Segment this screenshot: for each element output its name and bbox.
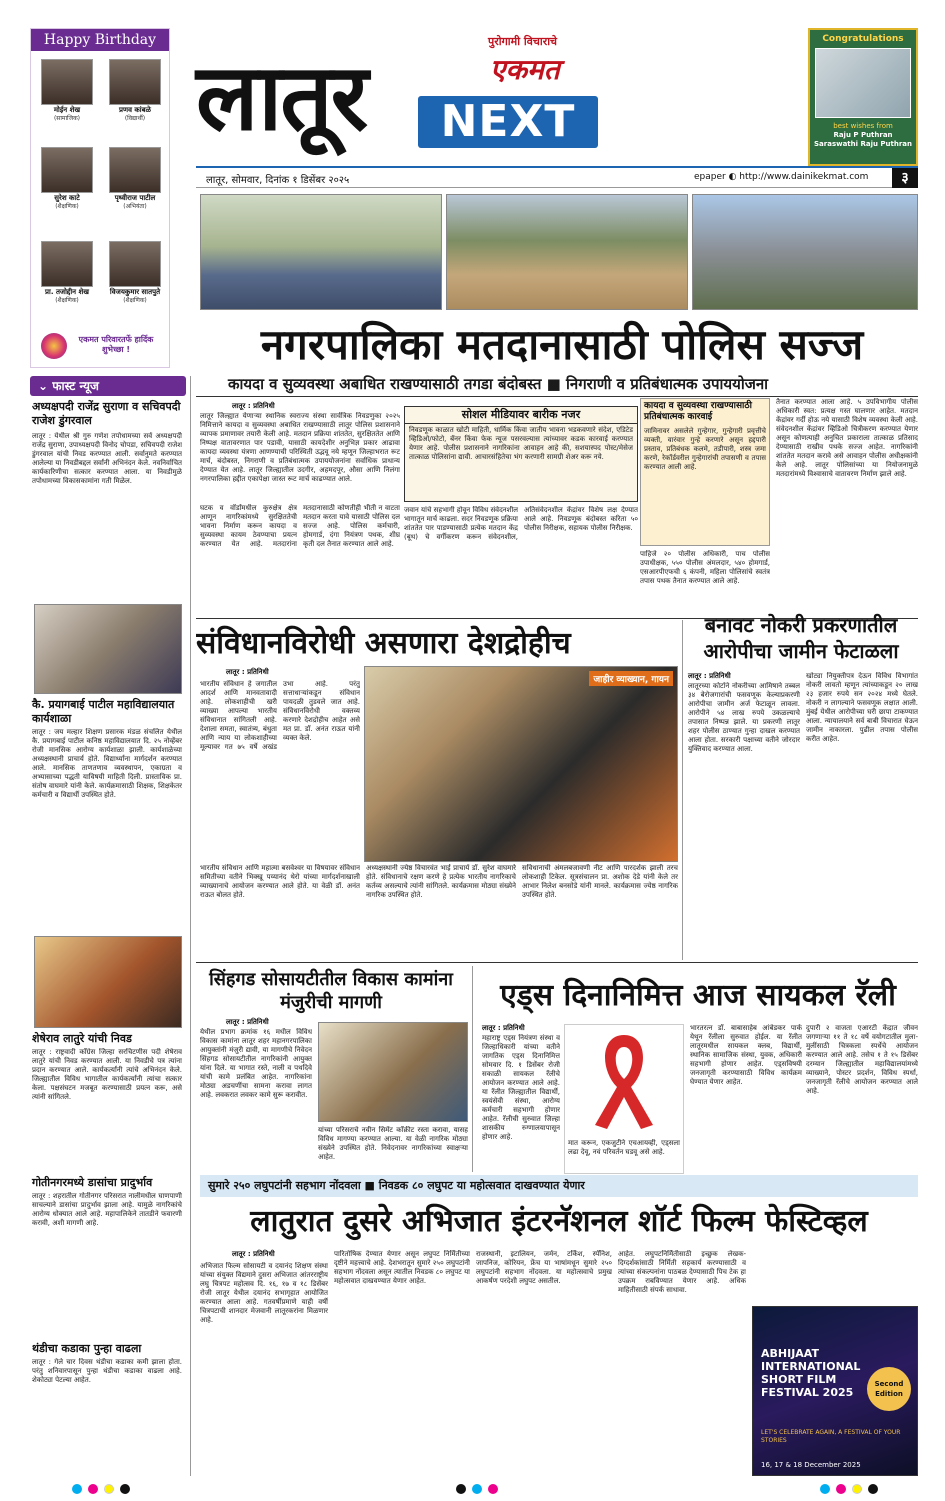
article-text: जवान यांचे सहभागी होवून विविध संवेदनशील भागातून मार्च काढला. सदर निवडणूक प्रक्रिया शांततेत पार पाडण्यासाठी प्रत्येक मतदान केंद्र (बूथ) चे वर्गीकरण करून संवेदनशील, अतिसंवेदनशील केंद्रांवर विशेष लक्ष देण्यात आले आहे. निवडणूक बंदोबस्त करिता ५० पोलीस निरीक्षक, सहायक पोलीस निरीक्षक. [404, 506, 638, 541]
byline: लातूर : प्रतिनिधी [226, 1018, 269, 1026]
fast-news-header [30, 376, 186, 396]
article-text: भारतरत्न डॉ. बाबासाहेब आंबेडकर पार्क येथून रॅलीला सुरुवात होईल. या रॅलीत लातूरमधील सायकल क्लब, विद्यार्थी, स्थानिक सामाजिक संस्था, युवक, अधिकारी सहभागी होणार आहेत. एड्सविषयी जनजागृती करण्यासाठी विविध कार्यक्रम घेण्यात येणार आहेत. [690, 1024, 802, 1086]
epaper-link[interactable]: epaper ◐ http://www.dainikekmat.com [694, 172, 869, 182]
article-text: दुपारी २ वाजता एआरटी केंद्रात जीवन जगणाऱ्या ११ ते १८ वर्षे वयोगटातील मुला-मुलींसाठी चित्रकला स्पर्धेचे आयोजन करण्यात आले आहे. तसेच १ ते १५ डिसेंबर दरम्यान जिल्ह्यातील महाविद्यालयांमध्ये व्याख्याने, पोस्टर प्रदर्शन, विविध स्पर्धा, जनजागृती रॅलीचे आयोजन करण्यात आले आहे. [806, 1024, 918, 1095]
column-rule [190, 376, 191, 1476]
byline: लातूर : प्रतिनिधी [232, 1250, 275, 1258]
film-headline: लातुरात दुसरे अभिजात इंटरनॅशनल शॉर्ट फिल्म फेस्टिव्हल [250, 1204, 868, 1239]
article-text: लातूर जिल्ह्यात येणाऱ्या स्थानिक स्वराज्य संस्था सार्वत्रिक निवडणुका २०२५ निमित्ताने कायदा व सुव्यवस्था अबाधित राखण्यासाठी लातूर पोलिस प्रशासनाने व्यापक प्रमाणावर तयारी केली आहे. मतदान प्रक्रिया शांततेत, सुरक्षिततेत आणि निष्पक्ष वातावरणात पार पडावी, यासाठी कायदेशीर अनुभिज्ञ प्रकार आढावा कायदा व्यवस्था यंत्रणा आणण्याची परिस्थिती उद्भवू नये म्हणून जिल्हाभरात रूट मार्च, बंदोबस्त, निगराणी व प्रतिबंधात्मक उपाययोजनांना सर्वाधिक प्राधान्य देण्यात येत आहे. लातूर जिल्ह्यातील उदगीर, अहमदपूर, औसा आणि निलंगा नगरपालिका हद्दीत एकापेक्षा जास्त रूट मार्च काढण्यात आले. [200, 412, 400, 483]
congrats-name: Raju P Puthran [833, 131, 893, 139]
article-text: घटक व वॉर्डांमधील कुरुक्षेत्र क्षेत्र आणून नागरिकांमध्ये सुरक्षिततेची भावना निर्माण करून कायदा व सुव्यवस्था कायम ठेवण्याचा प्रयत्न करण्यात येत आहे. मतदारांना मतदानासाठी कोणतीही भीती न वाटता मतदान करता यावे यासाठी पोलिस दल सज्ज आहे. पोलिस कर्मचारी, होमगार्ड, दंगा नियंत्रण पथक, शीघ्र कृती दल तैनात करण्यात आले आहे. [200, 504, 400, 548]
poster-tagline: LET'S CELEBRATE AGAIN, A FESTIVAL OF YOUR STORIES [761, 1429, 901, 1444]
article-text: पारितोषिक देण्यात येणार असून लघुपट निर्मितीच्या दृष्टीने महत्त्वाचे आहे. देशभरातून सुमारे २५० लघुपटांनी सहभाग नोंदवला असून त्यातील निवडक ८० लघुपट या महोत्सवात दाखवण्यात येणार आहेत. [334, 1250, 470, 1285]
birthday-person: सुरेश काटे (शैक्षणिक) [35, 147, 99, 210]
poster-dates: 16, 17 & 18 December 2025 [761, 1461, 861, 1469]
avatar [41, 59, 93, 105]
aids-ribbon-box [564, 1024, 684, 1174]
article-text: पाहिजे २० पोलीस अधिकारी, पाच पोलीस उपाधीक्षक, ५५० पोलीस अंमलदार, ५४० होमगार्ड, एसआरपीएफची ६ कंपनी, महिला पोलिसांचे स्वतंत्र तपास पथक तैनात करण्यात आले आहे. [640, 550, 770, 585]
poster-title: ABHIJAAT INTERNATIONAL SHORT FILM FESTIVAL 2025 [761, 1347, 861, 1399]
article-text: महाराष्ट्र एड्स नियंत्रण संस्था व जिल्हाधिकारी यांच्या वतीने जागतिक एड्स दिनानिमित्त सोमवार दि. १ डिसेंबर रोजी सकाळी सायकल रॅलीचे आयोजन करण्यात आले आहे. या रॅलीत जिल्ह्यातील विद्यार्थी, स्वयंसेवी संस्था, आरोग्य कर्मचारी सहभागी होणार आहेत. रॅलीची सुरुवात जिल्हा शासकीय रुग्णालयापासून होणार आहे. [482, 1034, 560, 1141]
page-number: ३ [892, 168, 918, 188]
avatar [109, 147, 161, 193]
banavat-headline: बनावट नोकरी प्रकरणातील आरोपीचा जामीन फेटाळला [703, 613, 899, 663]
divider [196, 962, 918, 963]
article-text: अभिजात फिल्म सोसायटी व दयानंद शिक्षण संस्था यांच्या संयुक्त विद्यमाने दुसरा अभिजात आंतरराष्ट्रीय लघु चित्रपट महोत्सव दि. १६, १७ व १८ डिसेंबर रोजी लातूर येथील दयानंद सभागृहात आयोजित करण्यात आला आहे. गतवर्षीप्रमाणे याही वर्षी चित्रपटाची शानदार मेजवानी लातूरकरांना मिळणार आहे. [200, 1262, 328, 1324]
birthday-person: विजयकुमार सातपुते (शैक्षणिक) [103, 241, 167, 304]
byline: लातूर : प्रतिनिधी [482, 1024, 525, 1032]
dateline [196, 166, 918, 188]
news-headline: कै. प्रयागबाई पाटील महाविद्यालयात कार्यशाळा [32, 698, 175, 725]
fast-news-title: फास्ट न्यूज [52, 379, 99, 393]
box-text: निवडणूक काळात खोटी माहिती, धार्मिक किंवा जातीय भावना भडकवणारे संदेश, एडिटेड व्हिडिओ/फोटो, बॅनर किंवा फेक न्यूज पसरवल्यास त्यांच्यावर कडक कारवाई करण्यात येणार आहे. पोलीस प्रशासनाने नागरिकांना आवाहन आहे की, सशयास्पद पोस्ट/मेसेज तात्काळ पोलिसांना द्यावी. आचारसंहितेचा भंग करणारी सामग्री शेअर करू नये. [409, 426, 633, 461]
divider [196, 396, 918, 397]
film-subheadline-bar: सुमारे २५० लघुपटांनी सहभाग नोंदवला ■ निवडक ८० लघुपट या महोत्सवात दाखवण्यात येणार [200, 1175, 918, 1197]
article-text: भारतीय संविधान आणि महात्मा बसवेश्वर या विषयावर संविधान समितीच्या वतीने भिक्खू पय्यानंद थेरो यांच्या मार्गदर्शनाखाली व्याख्यानाचे आयोजन करण्यात आले होते. या वेळी डॉ. अनंत राऊत बोलत होते. [200, 864, 360, 899]
congrats-ad [808, 28, 918, 166]
lecture-photo [364, 666, 678, 862]
social-media-box [404, 406, 638, 502]
congrats-photo [815, 48, 911, 118]
byline: लातूर : प्रतिनिधी [688, 672, 731, 680]
article-text: यांच्या परिसराचे नवीन सिमेंट काँक्रीट रस्ता करावा, यासह विविध मागण्या करण्यात आल्या. या वेळी नागरिक मोठ्या संख्येने उपस्थित होते. निवेदनावर नागरिकांच्या स्वाक्षऱ्या आहेत. [318, 1126, 468, 1161]
registration-mark [868, 1484, 878, 1494]
article-text: अध्यक्षस्थानी ज्येष्ठ विचारवंत भाई प्राचार्य डॉ. सुरेश वाघमारे होते. संविधानाचे रक्षण करणे हे प्रत्येक भारतीय नागरिकाचे कर्तव्य असल्याचे त्यांनी सांगितले. कार्यक्रमास मोठ्या संख्येने नागरिक उपस्थित होते. [366, 864, 516, 899]
aids-headline: एड्स दिनानिमित्त आज सायकल रॅली [500, 978, 896, 1013]
byline: लातूर : प्रतिनिधी [232, 402, 275, 410]
avatar [41, 147, 93, 193]
memorandum-photo [318, 1022, 468, 1122]
main-subheadline: कायदा व सुव्यवस्था अबाधित राखण्यासाठी तगडा बंदोबस्त ■ निगराणी व प्रतिबंधात्मक उपाययोजना [228, 375, 769, 393]
main-headline: नगरपालिका मतदानासाठी पोलिस सज्ज [260, 320, 864, 369]
article-text: लातूरच्या कोर्टाने नोकरीच्या आमिषाने तब्बल ३४ बेरोजगारांची फसवणूक केल्याप्रकरणी आरोपीचा जामीन अर्ज फेटाळून लावला. आरोपीने ५४ लाख रुपये उकळल्याचे तपासात निष्पन्न झाले. या प्रकरणी लातूर शहर पोलीस ठाण्यात गुन्हा दाखल करण्यात आला होता. सरकारी पक्षाच्या वतीने जोरदार युक्तिवाद करण्यात आला. [688, 682, 800, 753]
news-headline: थंडीचा कडाका पुन्हा वाढला [32, 1342, 142, 1355]
samvidhan-headline: संविधानविरोधी असणारा देशद्रोहीच [196, 626, 571, 661]
box-title: कायदा व सुव्यवस्था राखण्यासाठी प्रतिबंधात्मक कारवाई [644, 401, 752, 422]
red-ribbon-icon [565, 1025, 683, 1135]
column-rule [472, 966, 473, 1172]
birthday-person: प्रा. तजोद्दीन शेख (शैक्षणिक) [35, 241, 99, 304]
birthday-person: प्रणव कांबळे (विद्यार्थी) [103, 59, 167, 122]
news-photo [34, 604, 182, 694]
birthday-wish: एकमत परिवारतर्फे हार्दिक शुभेच्छा ! [78, 335, 154, 354]
singhad-headline: सिंहगड सोसायटीतील विकास कामांना मंजुरीची मागणी [209, 969, 453, 1013]
news-text: लातूर : जय मल्हार शिक्षण प्रसारक मंडळ संचलित येथील कै. प्रयागबाई पाटील कनिष्ठ महाविद्यालयात दि. २५ नोव्हेंबर रोजी मानसिक आरोग्य कार्यशाळा झाली. कार्यशाळेच्या अध्यक्षस्थानी प्राचार्य होते. विद्यार्थ्यांना मार्गदर्शन करण्यात आले. मानसिक ताणतणाव व्यवस्थापन, एकाग्रता व अभ्यासाच्या पद्धती याविषयी माहिती दिली. प्रास्ताविक प्रा. संतोष वाघमारे यांनी केले. कार्यक्रमासाठी शिक्षक, शिक्षकेतर कर्मचारी व विद्यार्थी उपस्थित होते. [32, 728, 182, 799]
police-fort-photo [692, 194, 918, 310]
congrats-name: Saraswathi Raju Puthran [814, 140, 912, 148]
birthday-panel [30, 28, 170, 368]
registration-mark [456, 1484, 466, 1494]
chevron-down-icon: ⌄ [38, 379, 53, 393]
news-text: लातूर : राष्ट्रवादी काँग्रेस जिल्हा सरचिटणीस पदी शेषेराव लातुरे यांची निवड करण्यात आली. या निवडीचे पत्र त्यांना प्रदान करण्यात आले. कार्यकर्त्यांनी त्यांचे अभिनंदन केले. जिल्ह्यातील विविध भागातील कार्यकर्त्यांनी त्यांचा सत्कार केला. पक्षसंघटन मजबूत करण्यासाठी प्रयत्न करू, असे त्यांनी सांगितले. [32, 1048, 182, 1101]
news-photo [34, 936, 182, 1028]
flower-icon [41, 333, 67, 359]
banner-text: जाहीर व्याख्यान, गायन [589, 671, 673, 686]
registration-mark [472, 1484, 482, 1494]
registration-mark [820, 1484, 830, 1494]
registration-mark [488, 1484, 498, 1494]
column-rule [682, 620, 683, 960]
box-text: जामिनावर असलेले गुन्हेगार, गुन्हेगारी प्रवृत्तीचे व्यक्ती, वारंवार गुन्हे करणारे असून हद्दपारी प्रस्ताव, प्रतिबंधक कलमे, तडीपारी, शस्त्र जमा करणे, रेकॉर्डवरील गुन्हेगारांची तपासणी व तपास करण्यात आली आहे. [644, 427, 766, 471]
poster-edition: Second Edition [867, 1367, 911, 1411]
masthead-logo: लातूर [196, 44, 367, 151]
registration-mark [104, 1484, 114, 1494]
congrats-title: Congratulations [822, 34, 904, 44]
registration-mark [72, 1484, 82, 1494]
article-text: सविधानाची अंमलबजावणी नीट आणि पारदर्शक झाली तरच लोकशाही टिकेल. सूत्रसंचालन प्रा. अशोक देडे यांनी केले तर आभार निलेश बनसोडे यांनी मानले. कार्यक्रमास ज्येष्ठ नागरिक उपस्थित होते. [522, 864, 678, 899]
police-route-march-photo [200, 194, 442, 310]
law-order-box [640, 398, 770, 546]
news-text: लातूर : गेले चार दिवस थंडीचा कडाका कमी झाला होता. परंतु शनिवारपासून पुन्हा थंडीचा कडाका वाढला आहे. शेकोट्या पेटल्या आहेत. [32, 1358, 182, 1384]
registration-mark [836, 1484, 846, 1494]
registration-mark [88, 1484, 98, 1494]
article-text: येथील प्रभाग क्रमांक १६ मधील विविध विकास कामांना लातूर शहर महानगरपालिका आयुक्तांनी मंजुरी द्यावी, या मागणीचे निवेदन सिंहगड सोसायटीतील नागरिकांनी आयुक्त यांना दिले. या भागात रस्ते, नाली व पथदिवे यांची कामे प्रलंबित आहेत. नागरिकांना मोठ्या अडचणींचा सामना करावा लागत आहे. लवकरात लवकर कामे सुरू करावीत. [200, 1028, 312, 1099]
news-headline: अध्यक्षपदी राजेंद्र सुराणा व सचिवपदी राजेश डुंगरवाल [32, 400, 181, 427]
avatar [41, 241, 93, 287]
ribbon-caption: मात करून, एकजुटीने एचआयव्ही, एड्सला लढा देवू, नवं परिवर्तन घडवू असे आहे. [568, 1139, 680, 1156]
masthead-tagline: पुरोगामी विचाराचे [488, 35, 558, 48]
article-text: खोट्या नियुक्तीपत्र देऊन विविध विभागांत नोकरी लावतो म्हणून त्यांच्याकडून २० लाख २३ हजार रुपये सन २०२४ मध्ये घेतले. नोकरी न लागल्याने फसवणूक लक्षात आली. मुंबई येथील आरोपीच्या घरी छापा टाकण्यात आला. न्यायालयाने सर्व बाबी विचारात घेऊन जामीन नाकारला. पुढील तपास पोलीस करीत आहेत. [806, 672, 918, 743]
byline: लातूर : प्रतिनिधी [226, 668, 269, 676]
film-festival-poster [752, 1306, 918, 1476]
news-headline: गोतीनगरमध्ये डासांचा प्रादुर्भाव [32, 1176, 153, 1189]
article-text: राजस्थानी, इटालियन, जर्मन, टर्किश, स्पॅनिश, जापनिज, कोरियन, फ्रेंच या भाषांमधून सुमारे २५० लघुपटांनी सहभाग नोंदवला. या महोत्सवाचे प्रमुख आकर्षण परदेशी लघुपट असतील. [476, 1250, 612, 1285]
avatar [109, 241, 161, 287]
registration-mark [120, 1484, 130, 1494]
masthead-next-logo: NEXT [418, 96, 598, 148]
box-title: सोशल मीडियावर बारीक नजर [405, 407, 637, 424]
article-text: आहेत. लघुपटनिर्मितीसाठी इच्छुक लेखक-दिग्दर्शकांसाठी निर्मिती सहकार्य करण्यासाठी व त्यांच्या संकल्पनांना पाठबळ देण्यासाठी पिच टेक हा उपक्रम राबविण्यात येणार आहे. अधिक माहितीसाठी संपर्क साधावा. [618, 1250, 746, 1294]
police-drill-photo [446, 194, 688, 310]
masthead-lokmat: एकमत [490, 53, 560, 86]
news-headline: शेषेराव लातुरे यांची निवड [32, 1032, 132, 1045]
birthday-person: मोईन शेख (सामाजिक) [35, 59, 99, 122]
article-text: तैनात करण्यात आला आहे. ५ उपविभागीय पोलीस अधिकारी स्वत: प्रत्यक्ष गस्त घालणार आहेत. मतदान केंद्रांवर गर्दी होऊ नये यासाठी विशेष व्यवस्था केली आहे. संवेदनशील केंद्रांवर व्हिडिओ चित्रीकरण करण्यात येणार असून कोणत्याही अनुचित प्रकाराला तात्काळ प्रतिसाद देण्यासाठी राखीव पथके सज्ज आहेत. नागरिकांनी शांततेत मतदान करावे असे आवाहन पोलीस अधीक्षकांनी केले आहे. लातूर पोलिसांच्या या नियोजनामुळे मतदारांमध्ये विश्वासाचे वातावरण निर्माण झाले आहे. [776, 398, 918, 478]
congrats-wishes: best wishes from [833, 122, 893, 130]
news-text: लातूर : शहरातील गोतीनगर परिसरात नालीमधील घाणपाणी साचल्याने डासांचा प्रादुर्भाव झाला आहे. यामुळे नागरिकांचे आरोग्य धोक्यात आले आहे. महापालिकेने तातडीने फवारणी करावी, अशी मागणी आहे. [32, 1192, 182, 1227]
issue-date: लातूर, सोमवार, दिनांक १ डिसेंबर २०२५ [206, 175, 350, 186]
birthday-person: पृथ्वीराज पाटील (अभियंता) [103, 147, 167, 210]
avatar [109, 59, 161, 105]
news-text: लातूर : येथील श्री गुरु गणेश तपोधामच्या सर्व अध्यक्षपदी राजेंद्र सुराणा, उपाध्यक्षपदी विनोद चोपडा, सचिवपदी राजेश डुंगरवाल यांची निवड करण्यात आली. सर्वानुमते करण्यात आलेल्या या निवडीबद्दल सर्वांनी अभिनंदन केले. नवनिर्वाचित कार्यकारिणीचा सत्कार करण्यात आला. या निवडीमुळे तपोधामच्या विकासकामांना गती मिळेल. [32, 432, 182, 485]
birthday-title: Happy Birthday [31, 29, 169, 51]
article-text: भारतीय संविधान हे जगातील आदर्श आणि मानवतावादी आहे. लोकशाहीची खरी व्याख्या आपल्या भारतीय संविधानात सांगितली आहे. देशाला समता, स्वातंत्र्य, बंधुता आणि न्याय या लोकशाहीच्या मूल्यावर गत ७५ वर्षे अखंड उभा आहे. परंतु सत्ताधाऱ्यांकडून संविधान पायदळी तुडवले जात आहे. संविधानविरोधी वक्तव्य करणारे देशद्रोहीच आहेत असे मत प्रा. डॉ. अनंत राऊत यांनी व्यक्त केले. [200, 680, 360, 751]
registration-mark [852, 1484, 862, 1494]
